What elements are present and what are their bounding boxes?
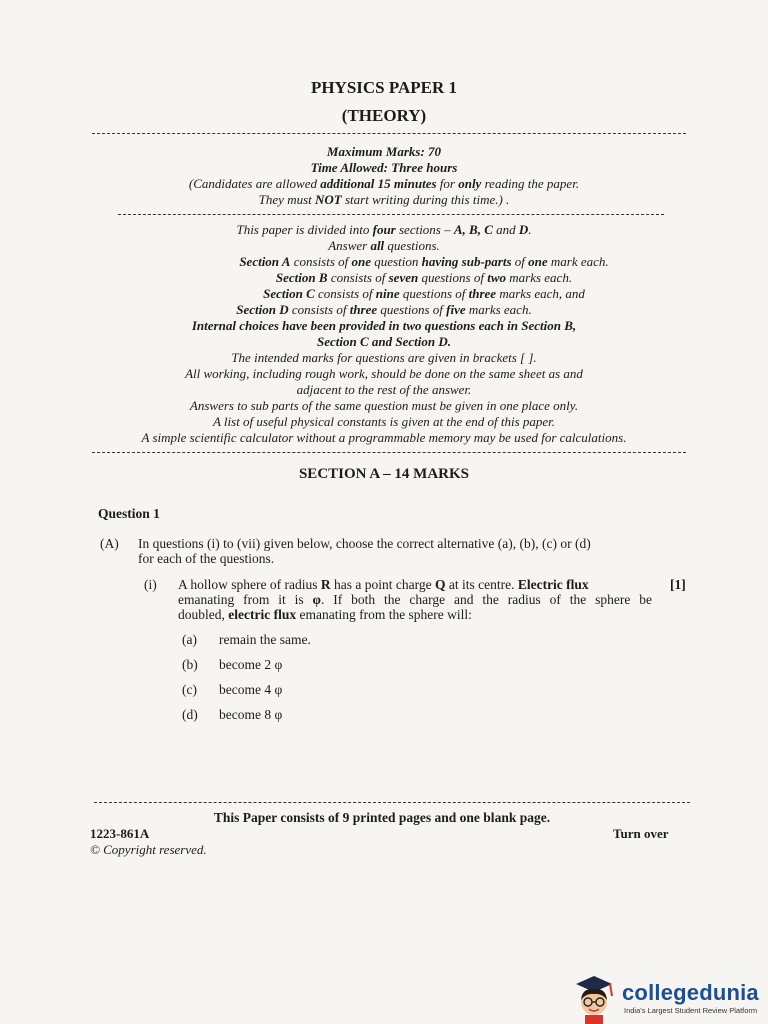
instruction-line: The intended marks for questions are given in brackets [ ]. [231, 350, 537, 365]
sub-question-text: doubled, electric flux emanating from the sphere will: [178, 607, 472, 622]
instruction-line: Section C and Section D. [317, 334, 451, 349]
instruction-line: Section D consists of three questions of five marks each. [236, 302, 532, 317]
instruction-line: adjacent to the rest of the answer. [296, 382, 472, 397]
question-label: Question 1 [98, 506, 160, 521]
instruction-line: Answer all questions. [328, 238, 440, 253]
instruction-line: Answers to sub parts of the same question must be given in one place only. [189, 398, 579, 413]
max-marks: Maximum Marks: 70 [326, 144, 442, 159]
time-allowed: Time Allowed: Three hours [310, 160, 458, 175]
divider [92, 452, 686, 453]
instruction-line: This paper is divided into four sections – A, B, C and D. [236, 222, 532, 237]
instruction-line: All working, including rough work, should be done on the same sheet as and [185, 366, 583, 381]
option-text: become 8 φ [219, 707, 283, 722]
collegedunia-logo [568, 972, 764, 1024]
divider [92, 133, 686, 134]
instruction-line: Section A consists of one question having sub-parts of one mark each. [239, 254, 609, 269]
reading-time-note: (Candidates are allowed additional 15 minutes for only reading the paper. [188, 176, 580, 191]
option-label: (c) [182, 682, 197, 697]
option-text: become 2 φ [219, 657, 283, 672]
logo-wordmark: collegedunia [622, 980, 759, 1005]
mascot-icon [568, 972, 620, 1024]
instruction-line: Section C consists of nine questions of three marks each, and [263, 286, 585, 301]
instruction-line: A simple scientific calculator without a programmable memory may be used for calculations. [141, 430, 627, 445]
divider [94, 802, 690, 803]
option-text: remain the same. [219, 632, 311, 647]
option-label: (b) [182, 657, 198, 672]
option-text: become 4 φ [219, 682, 283, 697]
logo-tagline: India's Largest Student Review Platform [624, 1006, 758, 1015]
sub-question-text: A hollow sphere of radius R has a point charge Q at its centre. Electric flux [178, 577, 589, 592]
copyright-notice: © Copyright reserved. [90, 842, 207, 857]
option-label: (d) [182, 707, 198, 722]
instruction-line: A list of useful physical constants is given at the end of this paper. [212, 414, 556, 429]
instruction-line: Internal choices have been provided in two questions each in Section B, [191, 318, 577, 333]
turn-over-label: Turn over [613, 826, 669, 841]
part-text: In questions (i) to (vii) given below, choose the correct alternative (a), (b), (c) or (d) [138, 536, 591, 551]
part-label: (A) [100, 536, 119, 551]
paper-subtitle: (THEORY) [341, 106, 427, 125]
divider [118, 214, 664, 215]
instruction-line: Section B consists of seven questions of two marks each. [275, 270, 573, 285]
paper-code: 1223-861A [90, 826, 150, 841]
marks-badge: [1] [670, 577, 686, 592]
paper-title: PHYSICS PAPER 1 [310, 78, 458, 97]
no-write-note: They must NOT start writing during this time.) . [258, 192, 510, 207]
option-label: (a) [182, 632, 197, 647]
section-heading: SECTION A – 14 MARKS [298, 466, 470, 482]
sub-question-text: emanating from it is φ. If both the charge and the radius of the sphere be [178, 592, 652, 607]
sub-question-label: (i) [144, 577, 157, 592]
part-text: for each of the questions. [138, 551, 275, 566]
page-count-note: This Paper consists of 9 printed pages and one blank page. [213, 810, 551, 825]
